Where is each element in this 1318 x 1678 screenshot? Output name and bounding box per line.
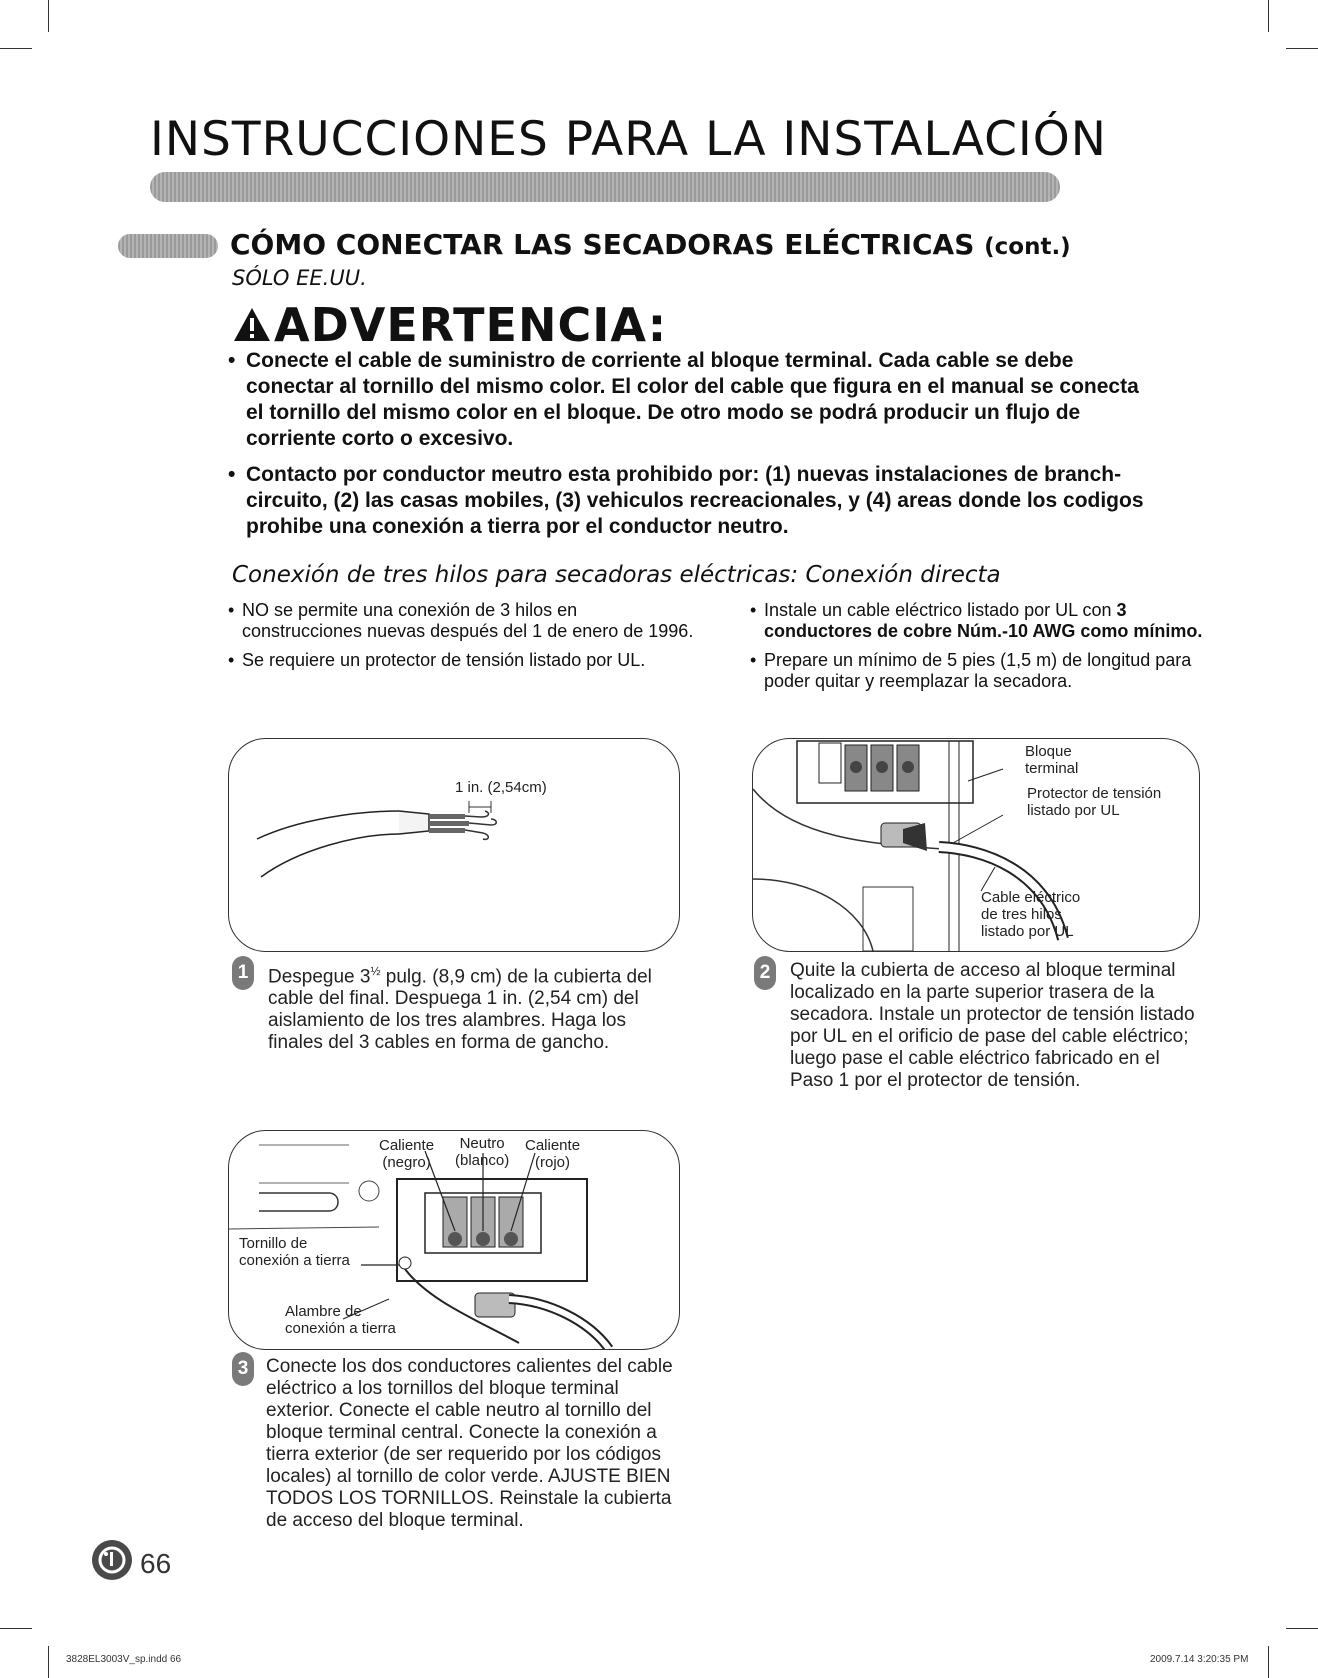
crop-mark <box>48 0 49 32</box>
label-line: Bloque <box>1025 743 1072 760</box>
bullet-item: • NO se permite una conexión de 3 hilos en construcciones nuevas después del 1 de enero de 1996. <box>228 600 698 642</box>
warning-icon <box>232 305 272 345</box>
label-line: conexión a tierra <box>285 1320 396 1337</box>
terminal-block-illustration <box>753 739 1199 951</box>
dimension-label: 1 in. (2,54cm) <box>455 779 547 796</box>
warning-item: • Contacto por conductor meutro esta prohibido por: (1) nuevas instalaciones de branch-circuito, (2) las casas mobiles, (3) vehiculos recreacionales, y (4) areas donde los codigos prohibe una conexión a tierra por el conductor neutro. <box>232 462 1152 540</box>
power-cord-label <box>981 889 1080 940</box>
right-bullet-column <box>750 600 1210 700</box>
label-line: (blanco) <box>455 1152 510 1169</box>
neutral-white-label <box>455 1135 509 1169</box>
lg-logo-icon <box>92 1540 132 1580</box>
label-line: Alambre de <box>285 1303 362 1320</box>
ground-wire-label <box>285 1303 396 1337</box>
left-bullet-column <box>228 600 698 679</box>
bullet-item <box>750 600 1210 642</box>
stripped-cable-illustration <box>229 739 679 951</box>
label-line: Caliente <box>525 1137 581 1154</box>
bullet-text: Instale un cable eléctrico listado por UL con <box>764 600 1117 620</box>
hot-black-label <box>379 1137 434 1171</box>
footer-timestamp: 2009.7.14 3:20:35 PM <box>1150 1654 1249 1665</box>
step-1-text <box>268 960 678 1054</box>
section-subtitle: SÓLO EE.UU. <box>232 266 367 290</box>
bullet-item: • Se requiere un protector de tensión listado por UL. <box>228 650 698 671</box>
page-number: 66 <box>140 1548 172 1579</box>
warning-heading-text: ADVERTENCIA: <box>274 298 668 352</box>
step-3-text: Conecte los dos conductores calientes del cable eléctrico a los tornillos del bloque terminal exterior. Conecte el cable neutro al tornillo del bloque terminal central. Conecte la conexión a tierra exterior (de ser requerido por los códigos locales) al tornillo de color verde. AJUSTE BIEN TODOS LOS TORNILLOS. Reinstale la cubierta de acceso del bloque terminal. <box>266 1356 673 1531</box>
label-line: listado por UL <box>981 923 1074 940</box>
section-marker <box>118 234 218 258</box>
strain-relief-label <box>1027 785 1161 819</box>
label-line: Neutro <box>459 1135 505 1152</box>
terminal-block-label <box>1025 743 1078 777</box>
crop-mark <box>1268 0 1269 32</box>
crop-mark <box>1286 48 1318 49</box>
label-line: (rojo) <box>535 1154 571 1171</box>
connection-title: Conexión de tres hilos para secadoras eléctricas: Conexión directa <box>232 562 1001 588</box>
crop-mark <box>0 1628 32 1629</box>
footer-filename: 3828EL3003V_sp.indd 66 <box>66 1654 182 1665</box>
hot-red-label <box>525 1137 580 1171</box>
step-3-badge: 3 <box>232 1352 254 1386</box>
label-line: listado por UL <box>1027 802 1120 819</box>
step-2-badge: 2 <box>754 956 776 990</box>
label-line: conexión a tierra <box>239 1252 350 1269</box>
step-1-badge: 1 <box>232 956 254 990</box>
section-title <box>230 228 1071 261</box>
bullet-item: • Prepare un mínimo de 5 pies (1,5 m) de longitud para poder quitar y reemplazar la secadora. <box>750 650 1210 692</box>
page-title: INSTRUCCIONES PARA LA INSTALACIÓN <box>150 112 1107 167</box>
ground-screw-label <box>239 1235 350 1269</box>
step-1-text-part: Despegue 3 <box>268 966 371 988</box>
label-line: Tornillo de <box>239 1235 308 1252</box>
section-title-suffix: (cont.) <box>984 234 1071 260</box>
label-line: Cable eléctrico <box>981 889 1081 906</box>
warning-heading <box>232 298 667 352</box>
section-title-text: CÓMO CONECTAR LAS SECADORAS ELÉCTRICAS <box>230 228 975 261</box>
crop-mark <box>48 1646 49 1678</box>
figure-1-panel <box>228 738 680 952</box>
label-line: terminal <box>1025 760 1079 777</box>
step-2-text: Quite la cubierta de acceso al bloque terminal localizado en la parte superior trasera de la secadora. Instale un protector de tensión listado por UL en el orificio de pase del cable eléctrico; luego pase el cable eléctrico fabricado en el Paso 1 por el protector de tensión. <box>790 960 1195 1091</box>
lg-logo <box>92 1540 132 1580</box>
title-underline-bar <box>150 172 1060 202</box>
figure-3-panel <box>228 1130 680 1350</box>
crop-mark <box>1286 1628 1318 1629</box>
bullet-text-bold: 3 conductores de cobre Núm.-10 AWG como mínimo. <box>764 600 1203 641</box>
figure-2-panel <box>752 738 1200 952</box>
crop-mark <box>0 48 32 49</box>
warning-item: • Conecte el cable de suministro de corriente al bloque terminal. Cada cable se debe conectar al tornillo del mismo color. El color del cable que figura en el manual se conecta el tornillo del mismo color en el bloque. De otro modo se podrá producir un flujo de corriente corto o excesivo. <box>232 348 1152 452</box>
label-line: Protector de tensión <box>1027 785 1162 802</box>
step-1-text-part: pulg. (8,9 cm) de la cubierta del cable del final. Despuega 1 in. (2,54 cm) del aislamiento de los tres alambres. Haga los finales del 3 cables en forma de gancho. <box>268 966 652 1054</box>
step-1-fraction: ½ <box>370 964 381 978</box>
warning-list <box>232 348 1152 550</box>
label-line: (negro) <box>382 1154 431 1171</box>
label-line: Caliente <box>379 1137 435 1154</box>
crop-mark <box>1268 1646 1269 1678</box>
label-line: de tres hilos <box>981 906 1062 923</box>
